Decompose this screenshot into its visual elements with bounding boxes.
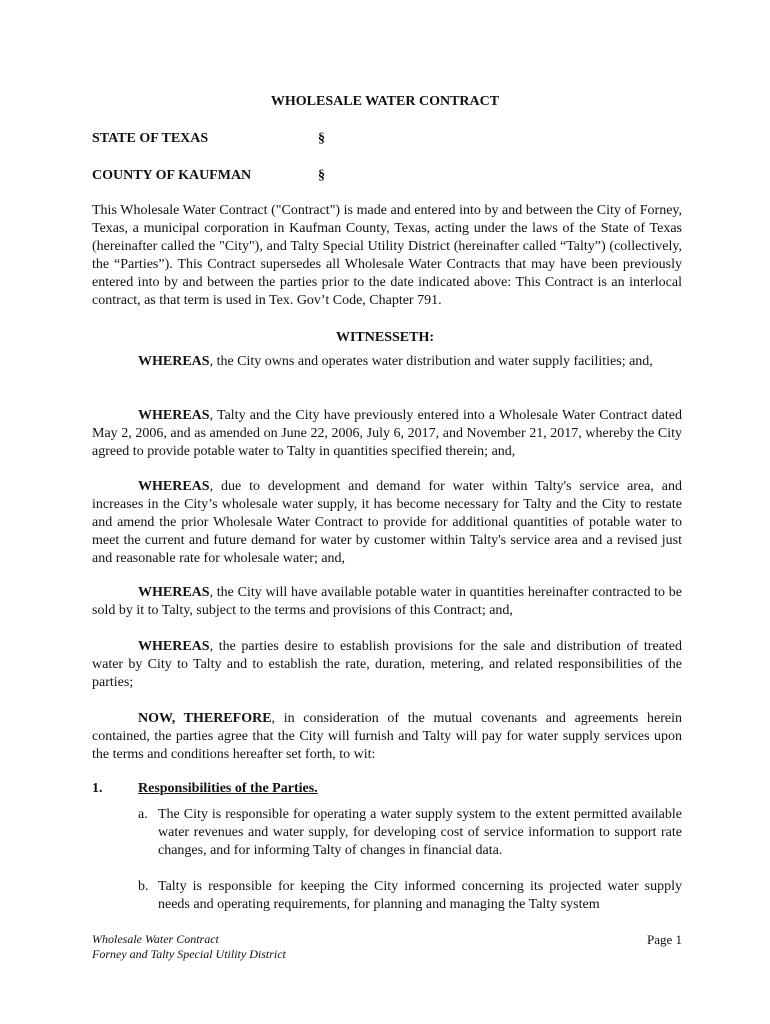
list-marker: a. <box>138 807 148 822</box>
page-number: Page 1 <box>646 932 682 947</box>
list-item <box>138 806 682 860</box>
whereas-word: WHEREAS <box>138 479 210 494</box>
footer-left <box>92 932 286 962</box>
whereas-word: WHEREAS <box>138 408 210 423</box>
recital-5: WHEREAS, the parties desire to establish provisions for the sale and distribution of treated water by City to Talty and to establish the rate, duration, metering, and related responsibilities of the parties; <box>92 639 682 690</box>
list-marker: b. <box>138 879 149 894</box>
whereas-word: WHEREAS <box>138 639 210 654</box>
footer-line-2: Forney and Talty Special Utility District <box>92 947 286 961</box>
now-therefore-paragraph: NOW, THEREFORE, in consideration of the mutual covenants and agreements herein contained, the parties agree that the City will furnish and Talty will pay for water supply services upon the terms and conditions hereafter set forth, to wit: <box>92 711 682 762</box>
whereas-word: WHEREAS <box>138 354 210 369</box>
recital-3: WHEREAS, due to development and demand for water within Talty's service area, and increases in the City’s wholesale water supply, it has become necessary for Talty and the City to restate and amend the prior Wholesale Water Contract to provide for additional quantities of potable water to meet the current and future demand for water by customer within Talty's service area and a revised just and reasonable rate for wholesale water; and, <box>92 479 682 566</box>
state-label: STATE OF TEXAS <box>92 131 209 146</box>
recital-4: WHEREAS, the City will have available potable water in quantities hereinafter contracted to be sold by it to Talty, subject to the terms and provisions of this Contract; and, <box>92 585 682 618</box>
witnesseth-heading: WITNESSETH: <box>335 330 435 345</box>
recital-1: WHEREAS, the City owns and operates water distribution and water supply facilities; and, <box>138 354 653 369</box>
whereas-word: WHEREAS <box>138 585 210 600</box>
intro-paragraph: This Wholesale Water Contract ("Contract") is made and entered into by and between the City of Forney, Texas, a municipal corporation in Kaufman County, Texas, acting under the laws of the State of Texas (hereinafter called the "City"), and Talty Special Utility District (hereinafter called “Talty”) (collectively, the “Parties”). This Contract supersedes all Wholesale Water Contracts that may have been previously entered into by and between the parties prior to the date indicated above: This Contract is an interlocal contract, as that term is used in Tex. Gov’t Code, Chapter 791. <box>92 203 682 308</box>
footer-line-1: Wholesale Water Contract <box>92 932 219 946</box>
list-item-text: Talty is responsible for keeping the City informed concerning its projected water supply needs and operating requirements, for planning and managing the Talty system <box>158 879 682 912</box>
county-label: COUNTY OF KAUFMAN <box>92 168 252 183</box>
section-title: Responsibilities of the Parties. <box>138 781 318 796</box>
list-item <box>138 878 682 914</box>
section-symbol: § <box>318 131 325 146</box>
recital-2: WHEREAS, Talty and the City have previously entered into a Wholesale Water Contract dated May 2, 2006, and as amended on June 22, 2006, July 6, 2017, and November 21, 2017, whereby the City agreed to provide potable water to Talty in quantities specified therein; and, <box>92 408 682 459</box>
section-number: 1. <box>92 781 103 796</box>
document-title: WHOLESALE WATER CONTRACT <box>270 94 500 109</box>
section-symbol: § <box>318 168 325 183</box>
list-item-text: The City is responsible for operating a water supply system to the extent permitted available water revenues and water supply, for developing cost of service information to support rate changes, and for informing Talty of changes in financial data. <box>158 807 682 858</box>
now-therefore-word: NOW, THEREFORE <box>138 711 272 726</box>
